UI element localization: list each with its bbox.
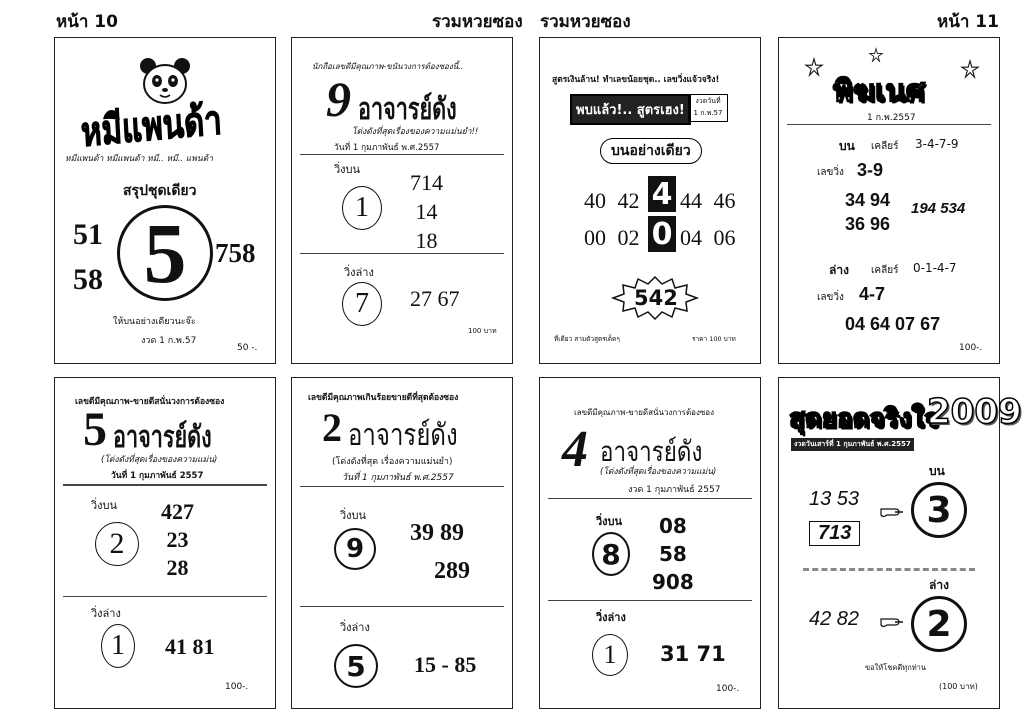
nine-price: 100 บาท: [468, 327, 497, 335]
panel-phikanet: [778, 37, 1000, 364]
two-bottom-label: วิ่งล่าง: [340, 621, 370, 634]
two-date: วันที่ 1 กุมภาพันธ์ พ.ศ.2557: [342, 473, 454, 483]
panda-left-top: 51: [73, 218, 103, 251]
two-top-pair: 39 89: [410, 520, 464, 546]
nine-top-digit: 1: [355, 192, 369, 223]
pointing-hand-icon: [879, 504, 905, 520]
formula-num: 46: [713, 188, 736, 213]
nine-top-number-1: 714: [410, 170, 443, 195]
phikanet-running-bottom-label: เลขวิ่ง: [817, 292, 844, 303]
panda-footer-note: ให้บนอย่างเดียวนะจ๊ะ: [113, 317, 196, 327]
divider: [548, 600, 752, 601]
nine-bottom-circle: [342, 282, 382, 326]
two-top-circle: [334, 528, 376, 570]
sincere-top-triple: 713: [809, 521, 860, 546]
formula-num: 02: [617, 225, 640, 250]
panel-sincere: [778, 377, 1022, 709]
four-top-label: วิ่งบน: [596, 515, 623, 528]
four-bottom-circle: [592, 634, 628, 676]
formula-draw-date: 1 ก.พ.57: [693, 109, 723, 117]
phikanet-running-label: เลขวิ่ง: [817, 167, 844, 178]
sincere-year: 2009: [927, 392, 1022, 432]
formula-draw-box: [688, 94, 728, 122]
formula-num: 06: [713, 225, 736, 250]
divider: [300, 154, 504, 155]
sincere-top-pairs: 13 53: [809, 488, 860, 510]
nine-bottom-digit: 7: [355, 288, 369, 319]
star-icon: [869, 48, 883, 62]
four-top-circle: [592, 532, 630, 576]
five-bottom-label: วิ่งล่าง: [91, 607, 121, 620]
divider: [63, 484, 267, 486]
sincere-bottom-digit: 2: [926, 603, 952, 645]
sincere-date: งวดวันเสาร์ที่ 1 กุมภาพันธ์ พ.ศ.2557: [791, 438, 914, 451]
four-bottom-label: วิ่งล่าง: [596, 611, 626, 624]
nine-bottom-label: วิ่งล่าง: [344, 266, 374, 279]
panel-panda: [54, 37, 276, 364]
four-top-numbers: [652, 512, 694, 596]
panda-main-circle: [117, 205, 213, 301]
panda-price: 50 -.: [237, 343, 258, 353]
phikanet-bottom-set: 0-1-4-7: [913, 261, 957, 275]
four-top-number-2: 58: [658, 542, 687, 566]
formula-num: 42: [617, 188, 640, 213]
formula-footer-left: ที่เดียว สามตัวสูตรเด็ดๆ: [554, 335, 620, 343]
phikanet-running-bottom: 4-7: [859, 284, 886, 304]
panda-subtitle: หมีแพนด้า หมีแพนด้า หมี.. หมี.. แพนด้า: [65, 154, 213, 164]
formula-row2-digit-box: [648, 216, 676, 252]
nine-top-circle: [342, 186, 382, 230]
four-title: อาจารย์ดัง: [600, 435, 703, 468]
phikanet-top-set-label: เคลียร์: [871, 141, 899, 152]
formula-num: 44: [680, 188, 702, 213]
phikanet-bottom-set-label: เคลียร์: [871, 265, 899, 276]
divider: [787, 124, 991, 125]
nine-title: อาจารย์ดัง: [358, 92, 457, 127]
divider: [300, 486, 504, 487]
phikanet-pairs-bottom: 04 64 07 67: [845, 314, 941, 334]
phikanet-top-set: 3-4-7-9: [915, 137, 959, 151]
formula-row2-right: [680, 225, 736, 251]
star-icon: [805, 58, 823, 76]
sincere-top-circle: [911, 482, 967, 538]
four-bottom-numbers: 31 71: [660, 642, 726, 666]
formula-row2-digit: 0: [651, 216, 673, 252]
five-date: วันที่ 1 กุมภาพันธ์ 2557: [111, 471, 204, 481]
sincere-bottom-circle: [911, 596, 967, 652]
five-top-digit: 2: [109, 527, 125, 560]
panda-date: งวด 1 ก.พ.57: [141, 336, 197, 346]
five-top-circle: [95, 522, 139, 566]
sincere-top-label: บน: [929, 464, 945, 478]
formula-num: 04: [680, 225, 702, 250]
nine-number: 9: [326, 71, 351, 127]
sincere-bottom-pairs: 42 82: [809, 608, 860, 630]
phikanet-bottom-label: ล่าง: [829, 263, 849, 277]
pointing-hand-icon: [879, 614, 905, 630]
panel-five-teachers: [54, 377, 276, 709]
five-title: อาจารย์ดัง: [113, 420, 212, 455]
five-top-number-2: 23: [166, 527, 189, 552]
nine-top-numbers: [410, 168, 443, 255]
formula-draw-label: งวดวันที่: [695, 97, 721, 105]
formula-only-top: บนอย่างเดียว: [600, 138, 702, 164]
formula-row1-left: [584, 188, 640, 214]
formula-num: 40: [584, 188, 606, 213]
dashed-divider: [803, 568, 975, 571]
formula-burst-number: 542: [634, 286, 678, 310]
two-bottom-circle: [334, 644, 378, 688]
nine-top-label: วิ่งบน: [334, 163, 361, 176]
formula-tagline: สูตรเงินล้าน! ทำเลขน้อยชุด.. เลขวิ่งแจ้วจริง!: [552, 75, 720, 85]
panel-two-teachers: [291, 377, 513, 709]
formula-row1-digit-box: [648, 176, 676, 212]
five-top-label: วิ่งบน: [91, 499, 118, 512]
four-top-number-3: 908: [652, 570, 694, 594]
sincere-top-digit: 3: [926, 489, 952, 531]
formula-row2-left: [584, 225, 640, 251]
panda-main-digit: 5: [143, 205, 187, 301]
star-icon: [961, 60, 979, 78]
panda-left-bottom: 58: [73, 263, 103, 296]
two-bottom-digit: 5: [346, 649, 366, 683]
two-top-digit: 9: [345, 534, 365, 564]
two-title: อาจารย์ดัง: [348, 418, 458, 453]
four-bottom-digit: 1: [603, 640, 617, 669]
page-number-left: หน้า 10: [56, 12, 118, 32]
two-tagline: เลขดีมีคุณภาพเกินร้อยขายดีที่สุดต้องซอง: [308, 393, 459, 403]
two-top-triple: 289: [434, 558, 470, 584]
divider: [63, 596, 267, 597]
nine-top-number-2: 14: [415, 199, 438, 224]
phikanet-title: พิฆเนศ: [833, 74, 925, 109]
panda-title: หมีแพนด้า: [79, 97, 223, 156]
four-desc: (โด่งดังที่สุดเรื่องของความแม่น): [600, 467, 717, 477]
phikanet-date: 1 ก.พ.2557: [867, 113, 916, 123]
five-tagline: เลขดีมีคุณภาพ-ขายดีสนั่นวงการต้องซอง: [75, 397, 225, 407]
formula-row1-digit: 4: [651, 176, 673, 212]
five-number: 5: [83, 403, 107, 456]
phikanet-pair-row: 34 94: [845, 190, 891, 210]
phikanet-price: 100-.: [959, 343, 983, 353]
divider: [300, 606, 504, 607]
five-bottom-digit: 1: [111, 630, 125, 661]
section-title-right: รวมหวยซอง: [540, 12, 631, 32]
panel-four-teachers: [539, 377, 761, 709]
divider: [300, 253, 504, 254]
five-desc: (โด่งดังที่สุดเรื่องของความแม่น): [101, 455, 218, 465]
panel-nine-teachers: [291, 37, 513, 364]
five-top-number-3: 28: [166, 555, 189, 580]
sincere-title: สุดยอดจริงใจ: [789, 404, 940, 434]
five-top-number-1: 427: [161, 499, 194, 524]
five-top-numbers: [161, 498, 194, 582]
four-price: 100-.: [716, 684, 740, 694]
two-top-label: วิ่งบน: [340, 509, 367, 522]
two-number: 2: [322, 405, 342, 450]
formula-banner: พบแล้ว!.. สูตรเฮง!: [570, 94, 691, 125]
panda-summary-label: สรุปชุดเดียว: [123, 183, 197, 199]
four-date: งวด 1 กุมภาพันธ์ 2557: [628, 485, 721, 495]
nine-top-number-3: 18: [415, 228, 438, 253]
nine-bottom-numbers: 27 67: [410, 286, 460, 311]
nine-desc: โด่งดังที่สุดเรื่องของความแม่นยำ!!: [352, 127, 479, 137]
sincere-bottom-label: ล่าง: [929, 578, 949, 592]
phikanet-pairs-top: [845, 188, 890, 236]
nine-tagline: นักถือเลขดีมีคุณภาพ-ขนันวงการต้องซองนี้..: [312, 62, 464, 71]
four-top-number-1: 08: [658, 514, 687, 538]
sincere-price: (100 บาท): [939, 682, 978, 691]
formula-row1-right: [680, 188, 736, 214]
formula-price: ราคา 100 บาท: [692, 335, 736, 343]
two-desc: (โด่งดังที่สุด เรื่องความแม่นยำ): [332, 457, 453, 467]
panel-formula: [539, 37, 761, 364]
five-bottom-numbers: 41 81: [165, 634, 215, 659]
four-number: 4: [562, 421, 588, 478]
section-title-left: รวมหวยซอง: [432, 12, 523, 32]
four-top-digit: 8: [601, 537, 621, 571]
phikanet-running-top: 3-9: [857, 160, 884, 180]
sincere-footer: ขอให้โชคดีทุกท่าน: [865, 663, 927, 672]
four-tagline: เลขดีมีคุณภาพ-ขายดีสนั่นวงการต้องซอง: [574, 408, 715, 417]
five-price: 100-.: [225, 682, 249, 692]
divider: [548, 498, 752, 499]
phikanet-top-label: บน: [839, 139, 855, 153]
nine-date: วันที่ 1 กุมภาพันธ์ พ.ศ.2557: [334, 143, 440, 153]
phikanet-triples-top: 194 534: [911, 200, 966, 217]
five-bottom-circle: [101, 624, 135, 668]
two-bottom-numbers: 15 - 85: [414, 652, 477, 677]
phikanet-pair-row: 36 96: [845, 214, 891, 234]
panda-right: 758: [215, 238, 256, 268]
formula-num: 00: [584, 225, 606, 250]
page-number-right: หน้า 11: [937, 12, 999, 32]
